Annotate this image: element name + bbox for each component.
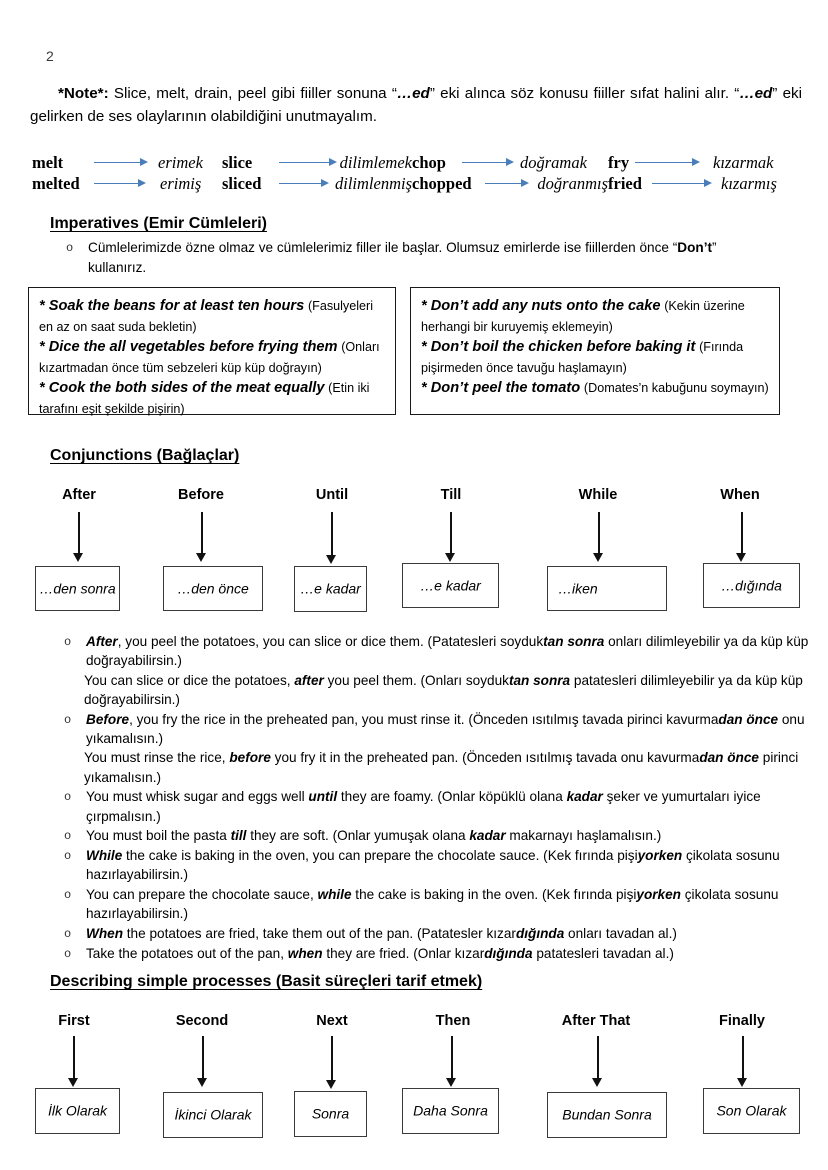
note-text-3: ” eki gelirken de ses olaylarının olabildiğini unutmayalım. <box>30 85 802 125</box>
heading-imperatives: Imperatives (Emir Cümleleri) <box>50 215 267 232</box>
imperative-tr-2: (Etin iki tarafını eşit şekilde pişirin) <box>39 381 370 416</box>
flow-value-till: …e kadar <box>420 577 481 594</box>
flow-value-next: Sonra <box>311 1105 350 1122</box>
verb-base-en-3: fry <box>608 152 630 172</box>
verb-cell-fry <box>608 152 798 173</box>
flow-box-after <box>35 566 120 611</box>
imperative-en-2: * Cook the both sides of the meat equally <box>39 380 325 396</box>
example-sentence: After, you peel the potatoes, you can slice or dice them. (Patatesleri soyduktan sonra onları dilimleyebilir ya da küp küp doğrayabilirsin.) <box>86 634 809 669</box>
arrow-right-icon <box>485 179 529 189</box>
verb-row-base <box>32 152 804 173</box>
example-item <box>62 787 810 826</box>
flow-label-finally: Finally <box>719 1013 765 1029</box>
bullet-marker: o <box>64 887 72 902</box>
flow-label-after: After <box>62 487 96 503</box>
flow-value-after: …den sonra <box>39 580 116 597</box>
arrow-down-icon <box>445 512 456 562</box>
imperative-en-1: * Dice the all vegetables before frying them <box>39 339 338 355</box>
example-bullet-row <box>62 632 810 671</box>
bullet-marker: o <box>64 635 72 649</box>
example-bullet-row <box>62 787 810 826</box>
arrow-down-icon <box>736 512 747 562</box>
flow-label-next: Next <box>316 1013 348 1029</box>
arrow-right-icon <box>94 158 148 168</box>
imperative-neg-en-2: * Don’t peel the tomato <box>421 380 581 396</box>
flow-box-till <box>402 563 499 608</box>
imperatives-intro-text-3: kullanırız. <box>88 260 147 275</box>
flow-box-first <box>35 1088 120 1134</box>
bullet-marker: o <box>64 849 72 864</box>
flow-label-till: Till <box>440 487 462 503</box>
flow-box-before <box>163 566 263 611</box>
arrow-down-icon <box>593 512 604 562</box>
imperative-tr-1: (Onları kızartmadan önce tüm sebzeleri küp küp doğrayın) <box>39 340 380 375</box>
verb-base-tr-3: kızarmak <box>713 152 774 172</box>
imperative-line <box>39 378 385 419</box>
flow-value-first: İlk Olarak <box>47 1102 108 1119</box>
verb-base-en-2: chop <box>412 152 446 172</box>
arrow-right-icon <box>279 179 329 189</box>
flow-value-before: …den önce <box>177 580 249 597</box>
imperatives-intro-emphasis: Don’t <box>677 240 712 255</box>
flow-label-second: Second <box>175 1013 229 1029</box>
imperative-line <box>421 378 769 399</box>
flow-box-second <box>163 1092 263 1138</box>
imperative-neg-en-0: * Don’t add any nuts onto the cake <box>421 298 661 314</box>
note-text-2: ” eki alınca söz konusu fiiller sıfat halini alır. “ <box>429 85 740 102</box>
verb-past-en-3: fried <box>608 173 642 193</box>
example-bullet-row <box>62 846 810 885</box>
arrow-down-icon <box>73 512 84 562</box>
arrow-down-icon <box>196 512 207 562</box>
verb-past-tr-1: dilimlenmiş <box>335 173 412 193</box>
verb-base-tr-2: doğramak <box>520 152 587 172</box>
flow-value-when: …dığında <box>721 577 782 594</box>
note-emphasis-1: …ed <box>396 85 430 102</box>
example-item <box>62 826 810 846</box>
verb-base-en-0: melt <box>32 152 64 172</box>
flow-value-then: Daha Sonra <box>413 1102 488 1119</box>
flow-value-after-that: Bundan Sonra <box>562 1106 652 1123</box>
verb-past-tr-0: erimiş <box>160 173 202 193</box>
arrow-down-icon <box>446 1036 457 1084</box>
verb-base-tr-0: erimek <box>158 152 203 172</box>
arrow-down-icon <box>592 1036 603 1084</box>
example-sentence: You must boil the pasta till they are soft. (Onlar yumuşak olana kadar makarnayı haşlamalısın.) <box>86 828 662 844</box>
example-bullet-row <box>62 826 810 846</box>
verb-mapping-table <box>32 152 804 194</box>
arrow-right-icon <box>94 179 146 189</box>
flow-box-finally <box>703 1088 800 1134</box>
conjunction-examples-list <box>62 632 810 964</box>
imperative-neg-tr-1: (Fırında pişirmeden önce tavuğu haşlamayın) <box>421 340 744 375</box>
imperative-box-negative <box>410 287 780 415</box>
example-item <box>62 632 810 710</box>
flow-label-until: Until <box>315 487 349 503</box>
example-bullet-row <box>62 924 810 944</box>
example-sentence: You must rinse the rice, before you fry it in the preheated pan. (Önceden ısıtılmış tavada onu kavurmadan önce pirinci yıkamalısın.) <box>84 750 799 785</box>
example-sentence: Before, you fry the rice in the preheated pan, you must rinse it. (Önceden ısıtılmış tavada pirinci kavurmadan önce onu yıkamalısın.) <box>86 711 805 747</box>
example-bullet-row <box>62 710 810 749</box>
example-bullet-row <box>62 944 810 964</box>
verb-cell-chopped <box>412 173 608 194</box>
imperative-en-0: * Soak the beans for at least ten hours <box>39 298 305 314</box>
flow-label-before: Before <box>178 487 224 503</box>
verb-row-past <box>32 173 804 194</box>
imperative-neg-en-1: * Don’t boil the chicken before baking it <box>421 339 696 355</box>
example-sentence: You can prepare the chocolate sauce, while the cake is baking in the oven. (Kek fırında pişiyorken çikolata sosunu hazırlayabilirsin.) <box>86 886 779 922</box>
imperatives-intro-text-2: ” <box>712 240 717 255</box>
verb-cell-fried <box>608 173 798 194</box>
note-label: *Note*: <box>58 85 109 102</box>
example-item <box>62 710 810 788</box>
flow-box-next <box>294 1091 367 1137</box>
page-number: 2 <box>46 48 54 64</box>
verb-cell-melt <box>32 152 222 173</box>
example-sentence: You must whisk sugar and eggs well until they are foamy. (Onlar köpüklü olana kadar şeker ve yumurtaları iyice çırpmalısın.) <box>86 789 761 824</box>
bullet-marker: o <box>66 241 74 255</box>
imperatives-intro <box>64 238 784 278</box>
arrow-right-icon <box>635 158 700 168</box>
arrow-right-icon <box>652 179 712 189</box>
imperative-neg-tr-2: (Domates’n kabuğunu soymayın) <box>583 381 769 395</box>
flow-box-after-that <box>547 1092 667 1138</box>
imperative-line <box>421 296 769 337</box>
imperative-tr-0: (Fasulyeleri en az on saat suda bekletin) <box>39 299 374 334</box>
flow-box-when <box>703 563 800 608</box>
flow-box-until <box>294 566 367 612</box>
flow-label-then: Then <box>435 1013 471 1029</box>
imperatives-intro-text-1: Cümlelerimizde özne olmaz ve cümlelerimiz filler ile başlar. Olumsuz emirlerde ise fiillerden önce “ <box>88 240 678 255</box>
arrow-right-icon <box>279 158 337 168</box>
example-sentence: Take the potatoes out of the pan, when they are fried. (Onlar kızardığında patatesleri tavadan al.) <box>86 945 674 961</box>
flow-value-second: İkinci Olarak <box>174 1106 252 1123</box>
verb-base-en-1: slice <box>222 152 253 172</box>
bullet-marker: o <box>64 946 72 961</box>
verb-base-tr-1: dilimlemek <box>339 152 412 172</box>
flow-label-after-that: After That <box>561 1013 631 1029</box>
arrow-right-icon <box>462 158 514 168</box>
verb-past-en-1: sliced <box>222 173 262 193</box>
flow-label-first: First <box>58 1013 90 1029</box>
note-text-1: Slice, melt, drain, peel gibi fiiller sonuna “ <box>108 85 397 102</box>
verb-past-tr-3: kızarmış <box>721 173 777 193</box>
example-sentence: When the potatoes are fried, take them out of the pan. (Patatesler kızardığında onları tavadan al.) <box>86 925 677 941</box>
arrow-down-icon <box>326 1036 337 1084</box>
example-item <box>62 924 810 944</box>
verb-cell-chop <box>412 152 608 173</box>
imperative-box-positive <box>28 287 396 415</box>
example-item <box>62 944 810 964</box>
bullet-marker: o <box>64 790 72 805</box>
bullet-marker: o <box>64 926 72 941</box>
note-paragraph <box>30 82 802 128</box>
imperative-neg-tr-0: (Kekin üzerine herhangi bir kuruyemiş eklemeyin) <box>421 299 745 334</box>
flow-value-until: …e kadar <box>300 580 361 597</box>
verb-past-en-2: chopped <box>412 173 472 193</box>
note-emphasis-2: …ed <box>739 85 773 102</box>
flow-label-while: While <box>578 487 618 503</box>
bullet-marker: o <box>64 712 72 727</box>
flow-label-when: When <box>720 487 760 503</box>
arrow-down-icon <box>68 1036 79 1084</box>
heading-processes: Describing simple processes (Basit süreçleri tarif etmek) <box>50 973 483 990</box>
verb-past-en-0: melted <box>32 173 80 193</box>
flow-box-then <box>402 1088 499 1134</box>
verb-cell-sliced <box>222 173 412 194</box>
flow-value-finally: Son Olarak <box>716 1102 787 1119</box>
example-bullet-row <box>62 885 810 924</box>
arrow-down-icon <box>197 1036 208 1084</box>
verb-past-tr-2: doğranmış <box>537 173 608 193</box>
imperative-line <box>39 337 385 378</box>
example-item <box>62 846 810 885</box>
flow-value-while: …iken <box>558 580 598 597</box>
example-sentence: You can slice or dice the potatoes, after you peel them. (Onları soyduktan sonra patatesleri dilimleyebilir ya da küp küp doğrayabilirsin.) <box>84 672 803 708</box>
bullet-marker: o <box>64 829 72 844</box>
verb-cell-slice <box>222 152 412 173</box>
imperative-line <box>421 337 769 378</box>
heading-conjunctions: Conjunctions (Bağlaçlar) <box>50 447 240 464</box>
flow-box-while <box>547 566 667 611</box>
example-item <box>62 885 810 924</box>
example-sentence: While the cake is baking in the oven, you can prepare the chocolate sauce. (Kek fırında pişiyorken çikolata sosunu hazırlayabilirsin.) <box>86 848 780 883</box>
arrow-down-icon <box>737 1036 748 1084</box>
verb-cell-melted <box>32 173 222 194</box>
arrow-down-icon <box>326 512 337 562</box>
imperative-line <box>39 296 385 337</box>
